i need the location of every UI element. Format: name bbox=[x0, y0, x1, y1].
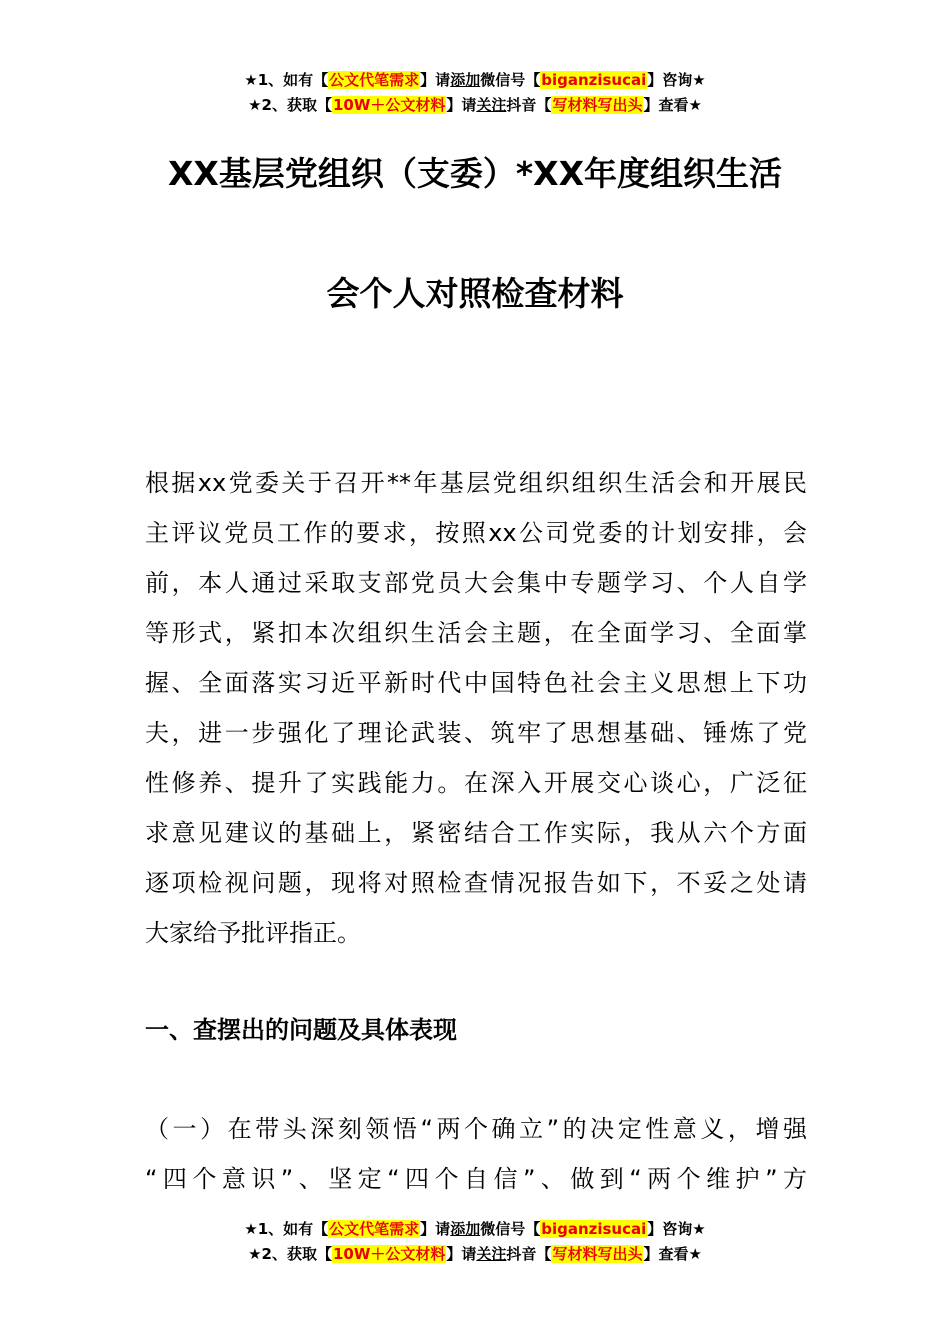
banner-highlight: biganzisucai bbox=[541, 71, 647, 89]
paragraph-line: 等形式，紧扣本次组织生活会主题，在全面学习、全面掌 bbox=[145, 619, 807, 647]
banner-text: 抖音【 bbox=[506, 96, 552, 114]
banner-highlight: 写材料写出头 bbox=[552, 1245, 643, 1263]
banner-underlined-text: 添加 bbox=[450, 71, 481, 89]
paragraph-line: 根据xx党委关于召开**年基层党组织组织生活会和开展民 bbox=[145, 469, 807, 497]
banner-line-2 bbox=[0, 93, 950, 118]
paragraph-line: 求意见建议的基础上，紧密结合工作实际，我从六个方面 bbox=[145, 819, 807, 847]
paragraph-line: 主评议党员工作的要求，按照xx公司党委的计划安排，会 bbox=[145, 519, 807, 547]
banner-text: 】请 bbox=[420, 71, 451, 89]
banner-text: 】查看★ bbox=[643, 1245, 702, 1263]
banner-highlight: biganzisucai bbox=[541, 1220, 647, 1238]
paragraph-line: 性修养、提升了实践能力。在深入开展交心谈心，广泛征 bbox=[145, 769, 807, 797]
bottom-banner bbox=[0, 1217, 950, 1267]
paragraph-line: 逐项检视问题，现将对照检查情况报告如下，不妥之处请 bbox=[145, 869, 807, 897]
subsection-paragraph bbox=[145, 1104, 807, 1204]
banner-text: ★2、获取【 bbox=[248, 96, 332, 114]
section-heading: 一、查摆出的问题及具体表现 bbox=[145, 1016, 457, 1044]
banner-line-2 bbox=[0, 1242, 950, 1267]
banner-highlight: 写材料写出头 bbox=[552, 96, 643, 114]
banner-underlined-text: 关注 bbox=[476, 96, 507, 114]
top-banner bbox=[0, 68, 950, 118]
paragraph-line: 夫，进一步强化了理论武装、筑牢了思想基础、锤炼了党 bbox=[145, 719, 807, 747]
document-title-line-1: XX基层党组织（支委）*XX年度组织生活 bbox=[167, 154, 783, 193]
document-title-line-2: 会个人对照检查材料 bbox=[326, 274, 624, 313]
banner-text: ★1、如有【 bbox=[244, 1220, 329, 1238]
banner-line-1 bbox=[0, 1217, 950, 1242]
banner-highlight: 公文代笔需求 bbox=[329, 1220, 420, 1238]
paragraph-line: 大家给予批评指正。 bbox=[145, 919, 361, 947]
banner-highlight: 公文代笔需求 bbox=[329, 71, 420, 89]
banner-text: 抖音【 bbox=[506, 1245, 552, 1263]
paragraph-line: “四个意识”、坚定“四个自信”、做到“两个维护”方 bbox=[145, 1165, 807, 1193]
banner-text: ★1、如有【 bbox=[244, 71, 329, 89]
banner-text: 】咨询★ bbox=[647, 1220, 706, 1238]
banner-text: 】咨询★ bbox=[647, 71, 706, 89]
banner-line-1 bbox=[0, 68, 950, 93]
banner-text: 】请 bbox=[420, 1220, 451, 1238]
banner-text: 微信号【 bbox=[480, 1220, 541, 1238]
intro-paragraph bbox=[145, 458, 807, 958]
banner-text: ★2、获取【 bbox=[248, 1245, 332, 1263]
paragraph-line: （一）在带头深刻领悟“两个确立”的决定性意义，增强 bbox=[145, 1115, 807, 1143]
paragraph-line: 前，本人通过采取支部党员大会集中专题学习、个人自学 bbox=[145, 569, 807, 597]
banner-text: 】请 bbox=[446, 96, 477, 114]
banner-text: 微信号【 bbox=[480, 71, 541, 89]
banner-highlight: 10W＋公文材料 bbox=[332, 96, 446, 114]
banner-underlined-text: 关注 bbox=[476, 1245, 507, 1263]
banner-underlined-text: 添加 bbox=[450, 1220, 481, 1238]
banner-text: 】请 bbox=[446, 1245, 477, 1263]
paragraph-line: 握、全面落实习近平新时代中国特色社会主义思想上下功 bbox=[145, 669, 807, 697]
banner-highlight: 10W＋公文材料 bbox=[332, 1245, 446, 1263]
banner-text: 】查看★ bbox=[643, 96, 702, 114]
